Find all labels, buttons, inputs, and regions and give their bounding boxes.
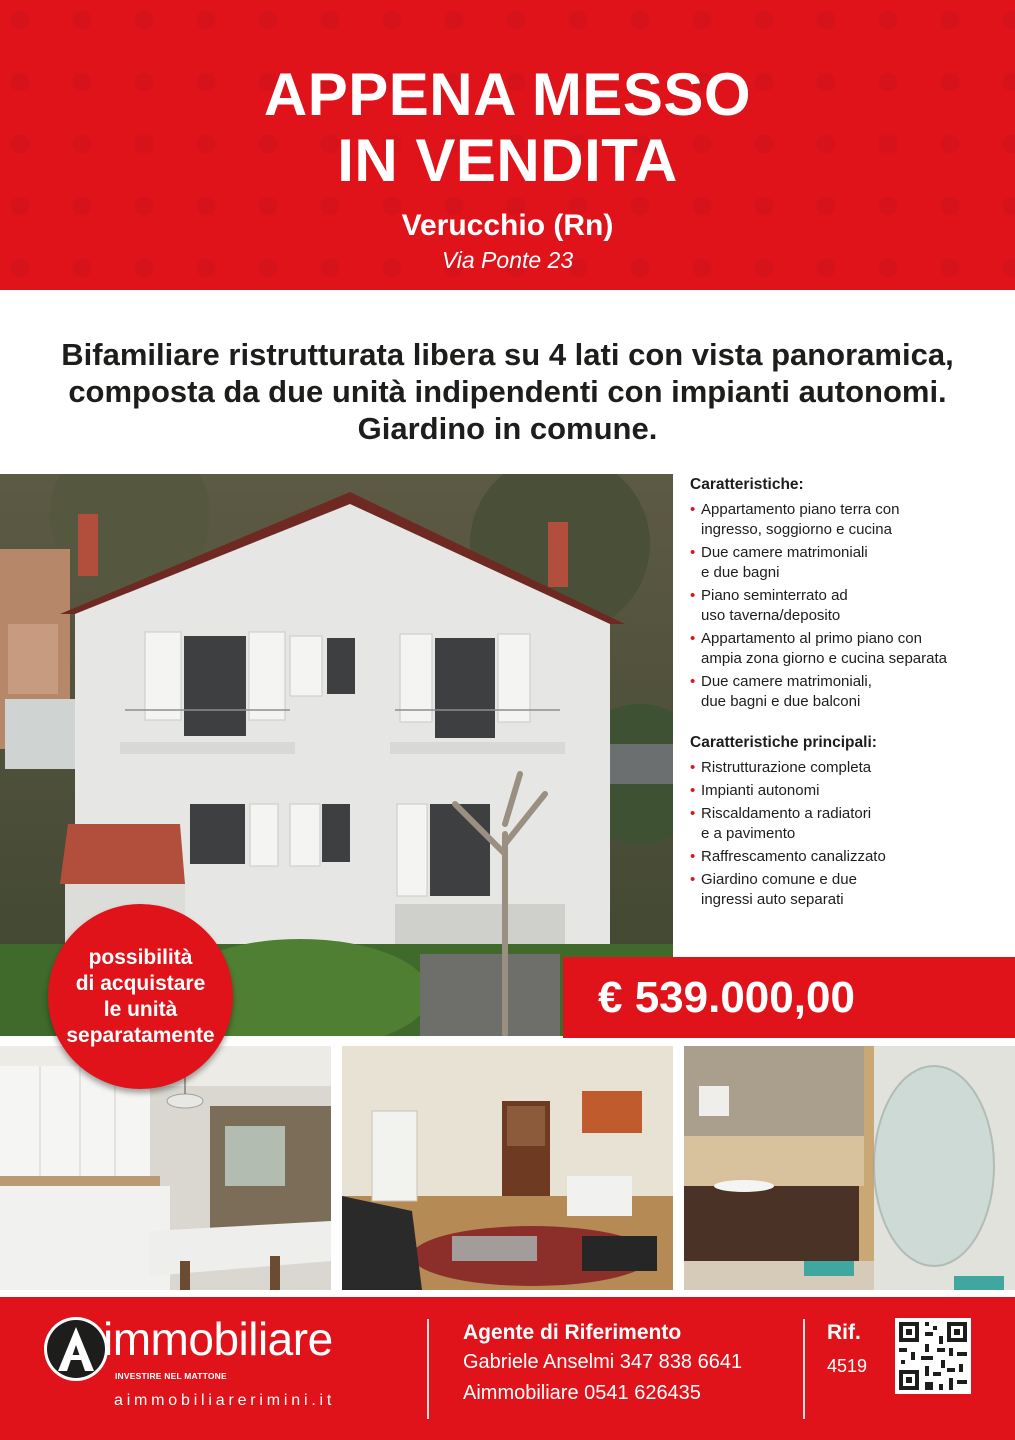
main-feature-item: • Giardino comune e due ingressi auto separati bbox=[690, 870, 1010, 910]
city-label: Verucchio (Rn) bbox=[401, 209, 614, 242]
bathroom-photo bbox=[684, 1046, 1015, 1290]
website-link[interactable]: aimmobiliarerimini.it bbox=[114, 1392, 336, 1409]
title-line-1: APPENA MESSO bbox=[263, 61, 752, 128]
bathroom-illustration bbox=[684, 1046, 1015, 1290]
headline: Bifamiliare ristrutturata libera su 4 lati con vista panoramica, composta da due unità indipendenti con impianti autonomi. Giardino in comune. bbox=[61, 337, 954, 446]
street-label: Via Ponte 23 bbox=[441, 247, 574, 273]
feature-item: • Due camere matrimoniali e due bagni bbox=[690, 543, 1010, 583]
badge-text: possibilità di acquistare le unità separatamente bbox=[66, 945, 215, 1047]
main-feature-item: • Raffrescamento canalizzato bbox=[690, 847, 1010, 867]
agent-title: Agente di Riferimento bbox=[463, 1321, 682, 1344]
agent-contact-1[interactable]: Gabriele Anselmi 347 838 6641 bbox=[463, 1351, 743, 1373]
features-list bbox=[690, 500, 1010, 712]
feature-item: • Piano seminterrato ad uso taverna/deposito bbox=[690, 586, 1010, 626]
logo-a-icon bbox=[44, 1317, 108, 1381]
features-title: Caratteristiche: bbox=[690, 476, 804, 493]
main-feature-item: • Impianti autonomi bbox=[690, 781, 1010, 801]
main-features-list bbox=[690, 758, 1010, 910]
living-room-illustration bbox=[342, 1046, 673, 1290]
living-room-photo bbox=[342, 1046, 673, 1290]
main-feature-item: • Riscaldamento a radiatori e a pavimento bbox=[690, 804, 1010, 844]
feature-item: • Appartamento piano terra con ingresso, soggiorno e cucina bbox=[690, 500, 1010, 540]
logo-mark bbox=[44, 1317, 108, 1381]
logo-wordmark: immobiliare bbox=[103, 1313, 333, 1365]
feature-item: • Due camere matrimoniali, due bagni e due balconi bbox=[690, 672, 1010, 712]
features-panel bbox=[690, 476, 1010, 913]
feature-item: • Appartamento al primo piano con ampia zona giorno e cucina separata bbox=[690, 629, 1010, 669]
footer-divider bbox=[427, 1319, 429, 1419]
price-box: € 539.000,00 bbox=[563, 957, 1015, 1038]
main-feature-item: • Ristrutturazione completa bbox=[690, 758, 1010, 778]
agent-contact-2[interactable]: Aimmobiliare 0541 626435 bbox=[463, 1382, 701, 1404]
footer-divider bbox=[803, 1319, 805, 1419]
qr-code-icon bbox=[895, 1318, 971, 1394]
title-line-2: IN VENDITA bbox=[337, 127, 678, 194]
footer bbox=[0, 1297, 1015, 1440]
logo-tagline: INVESTIRE NEL MATTONE bbox=[115, 1371, 227, 1381]
header-banner bbox=[0, 0, 1015, 290]
reference-value: 4519 bbox=[827, 1356, 868, 1376]
reference-label: Rif. bbox=[827, 1321, 861, 1344]
main-features-title: Caratteristiche principali: bbox=[690, 734, 877, 751]
qr-code[interactable] bbox=[895, 1318, 971, 1394]
page-title bbox=[0, 62, 1015, 194]
separate-units-badge bbox=[48, 904, 233, 1089]
